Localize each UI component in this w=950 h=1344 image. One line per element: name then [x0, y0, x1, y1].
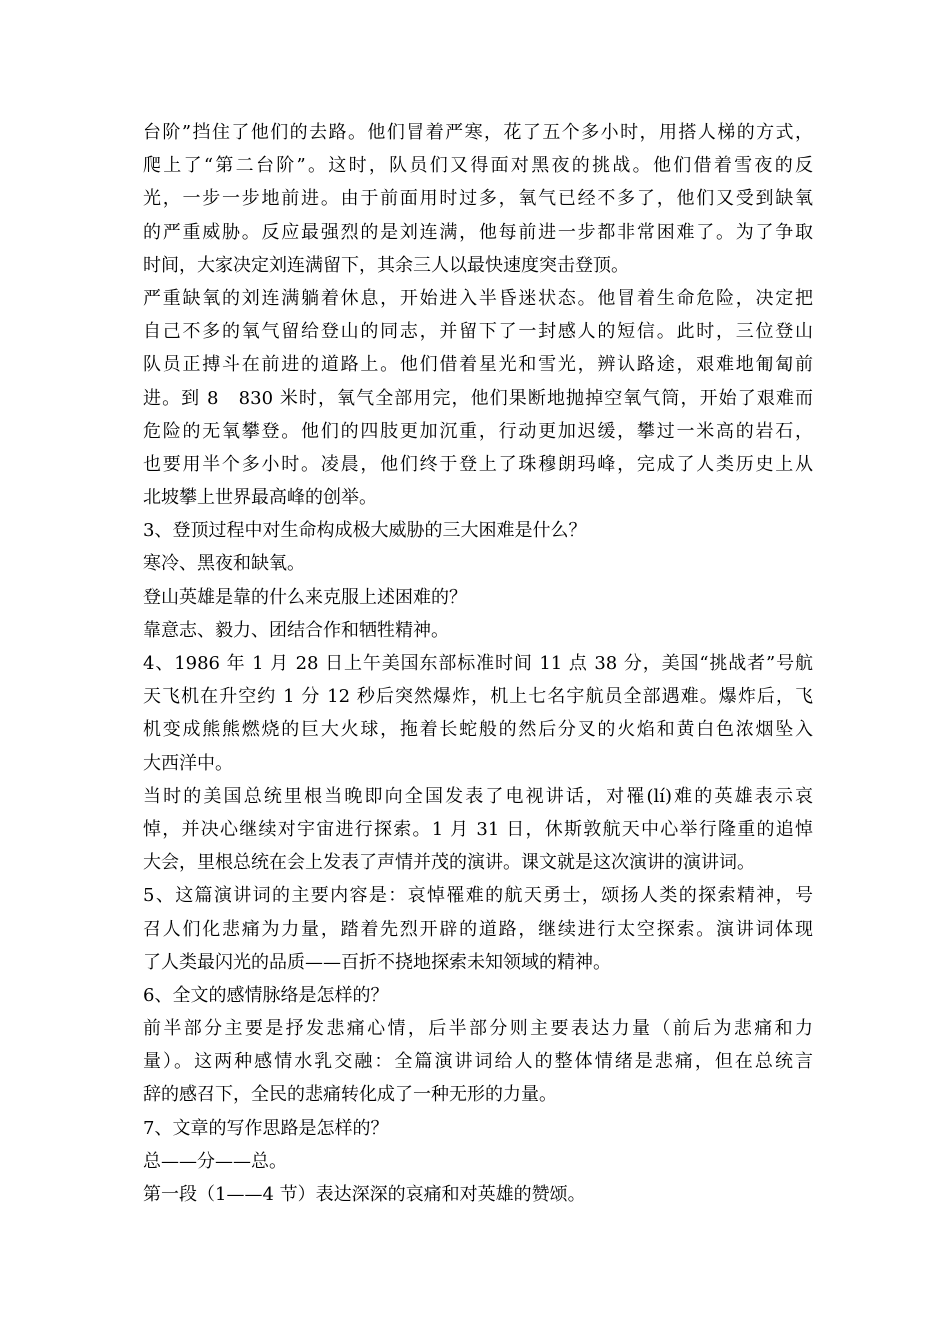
text-line: 严重缺氧的刘连满躺着休息，开始进入半昏迷状态。他冒着生命危险，决定把: [143, 287, 813, 309]
text-line: 当时的美国总统里根当晚即向全国发表了电视讲话，对罹(lí)难的英雄表示哀: [143, 785, 813, 807]
text-line: 危险的无氧攀登。他们的四肢更加沉重，行动更加迟缓，攀过一米高的岩石，: [143, 420, 813, 442]
text-line: 第一段（1——4 节）表达深深的哀痛和对英雄的赞颂。: [143, 1184, 586, 1205]
text-line: 进。到 8 830 米时，氧气全部用完，他们果断地抛掉空氧气筒，开始了艰难而: [143, 387, 813, 409]
text-line: 队员正搏斗在前进的道路上。他们借着星光和雪光，辨认路途，艰难地匍匐前: [143, 354, 813, 376]
text-line: 天飞机在升空约 1 分 12 秒后突然爆炸，机上七名宇航员全部遇难。爆炸后，飞: [143, 686, 813, 708]
text-line: 光，一步一步地前进。由于前面用时过多，氧气已经不多了，他们又受到缺氧: [143, 188, 813, 210]
text-line: 北坡攀上世界最高峰的创举。: [143, 487, 377, 509]
text-line: 4、1986 年 1 月 28 日上午美国东部标准时间 11 点 38 分，美国“挑战者”号航: [143, 653, 813, 674]
answer-line: 寒冷、黑夜和缺氧。: [143, 553, 305, 575]
text-line: 台阶”挡住了他们的去路。他们冒着严寒，花了五个多小时，用搭人梯的方式，: [143, 122, 813, 143]
text-line: 量）。这两种感情水乳交融：全篇演讲词给人的整体情绪是悲痛，但在总统言: [143, 1051, 813, 1073]
text-line: 召人们化悲痛为力量，踏着先烈开辟的道路，继续进行太空探索。演讲词体现: [143, 918, 813, 940]
text-line: 大西洋中。: [143, 752, 233, 774]
text-line: 5、这篇演讲词的主要内容是：哀悼罹难的航天勇士，颂扬人类的探索精神，号: [143, 885, 813, 907]
answer-line: 靠意志、毅力、团结合作和牺牲精神。: [143, 619, 449, 641]
text-line: 辞的感召下，全民的悲痛转化成了一种无形的力量。: [143, 1084, 557, 1106]
text-line: 时间，大家决定刘连满留下，其余三人以最快速度突击登顶。: [143, 254, 629, 276]
text-line: 自己不多的氧气留给登山的同志，并留下了一封感人的短信。此时，三位登山: [143, 321, 813, 343]
text-line: 大会，里根总统在会上发表了声情并茂的演讲。课文就是这次演讲的演讲词。: [143, 852, 755, 874]
question-line: 7、文章的写作思路是怎样的？: [143, 1117, 389, 1139]
text-line: 爬上了“第二台阶”。这时，队员们又得面对黑夜的挑战。他们借着雪夜的反: [143, 155, 813, 177]
answer-line: 总——分——总。: [143, 1150, 287, 1172]
text-line: 机变成熊熊燃烧的巨大火球，拖着长蛇般的然后分叉的火焰和黄白色浓烟坠入: [143, 719, 813, 741]
text-line: 了人类最闪光的品质——百折不挠地探索未知领域的精神。: [143, 951, 611, 973]
question-line: 登山英雄是靠的什么来克服上述困难的？: [143, 586, 467, 608]
text-line: 前半部分主要是抒发悲痛心情，后半部分则主要表达力量（前后为悲痛和力: [143, 1018, 813, 1040]
question-line: 3、登顶过程中对生命构成极大威胁的三大困难是什么？: [143, 520, 587, 542]
text-line: 也要用半个多小时。凌晨，他们终于登上了珠穆朗玛峰，完成了人类历史上从: [143, 453, 813, 475]
text-line: 悼，并决心继续对宇宙进行探索。1 月 31 日，休斯敦航天中心举行隆重的追悼: [143, 818, 813, 840]
document-body: [143, 116, 813, 1211]
question-line: 6、全文的感情脉络是怎样的？: [143, 984, 389, 1006]
text-line: 的严重威胁。反应最强烈的是刘连满，他每前进一步都非常困难了。为了争取: [143, 221, 813, 243]
